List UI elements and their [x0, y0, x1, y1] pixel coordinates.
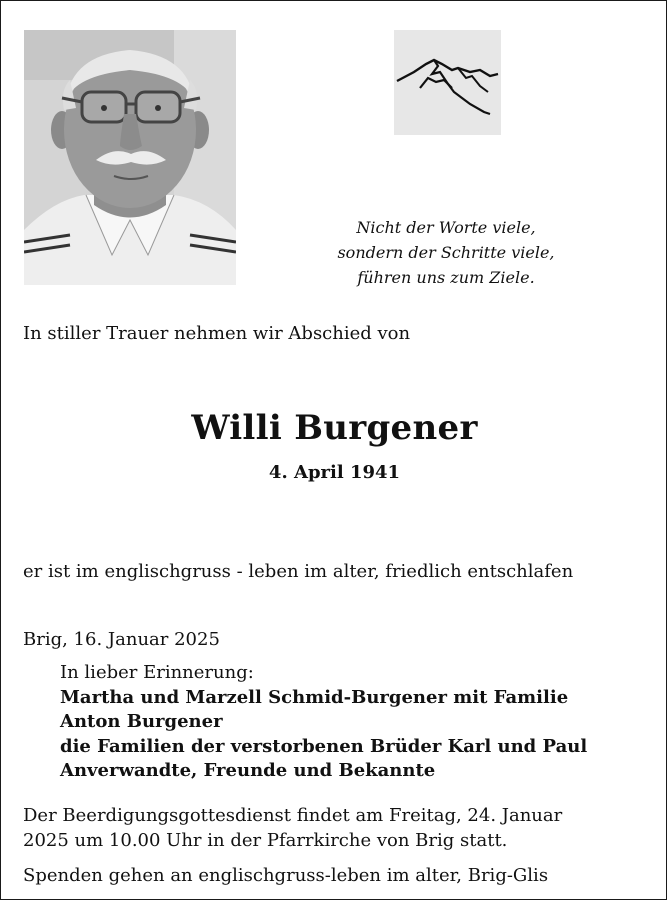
donations-text: Spenden gehen an englischgruss-leben im alter, Brig-Glis [23, 865, 549, 886]
intro-text: In stiller Trauer nehmen wir Abschied von [23, 323, 411, 344]
mourner-line: Anverwandte, Freunde und Bekannte [60, 760, 436, 781]
mourner-line: die Familien der verstorbenen Brüder Karl und Paul [60, 735, 588, 757]
mountain-emblem [394, 30, 501, 135]
mountain-icon [394, 30, 501, 135]
mourners-block [60, 661, 587, 784]
portrait-image [24, 30, 236, 285]
funeral-info-line: Der Beerdigungsgottesdienst findet am Freitag, 24. Januar [23, 805, 563, 826]
deceased-name: Willi Burgener [191, 408, 478, 448]
mourner-line: Martha und Marzell Schmid-Burgener mit Familie [60, 686, 569, 708]
motto-line: führen uns zum Ziele. [357, 268, 535, 287]
motto-line: sondern der Schritte viele, [337, 243, 555, 262]
passing-statement: er ist im englischgruss - leben im alter, friedlich entschlafen [23, 561, 574, 582]
place-date: Brig, 16. Januar 2025 [23, 629, 220, 650]
motto-line: Nicht der Worte viele, [356, 218, 536, 237]
mourner-line: Anton Burgener [60, 711, 223, 732]
motto-verse [301, 215, 591, 290]
funeral-info-line: 2025 um 10.00 Uhr in der Pfarrkirche von Brig statt. [23, 830, 508, 851]
mourners-heading: In lieber Erinnerung: [60, 662, 254, 683]
birth-date: 4. April 1941 [268, 462, 401, 483]
portrait-photo [24, 30, 236, 285]
